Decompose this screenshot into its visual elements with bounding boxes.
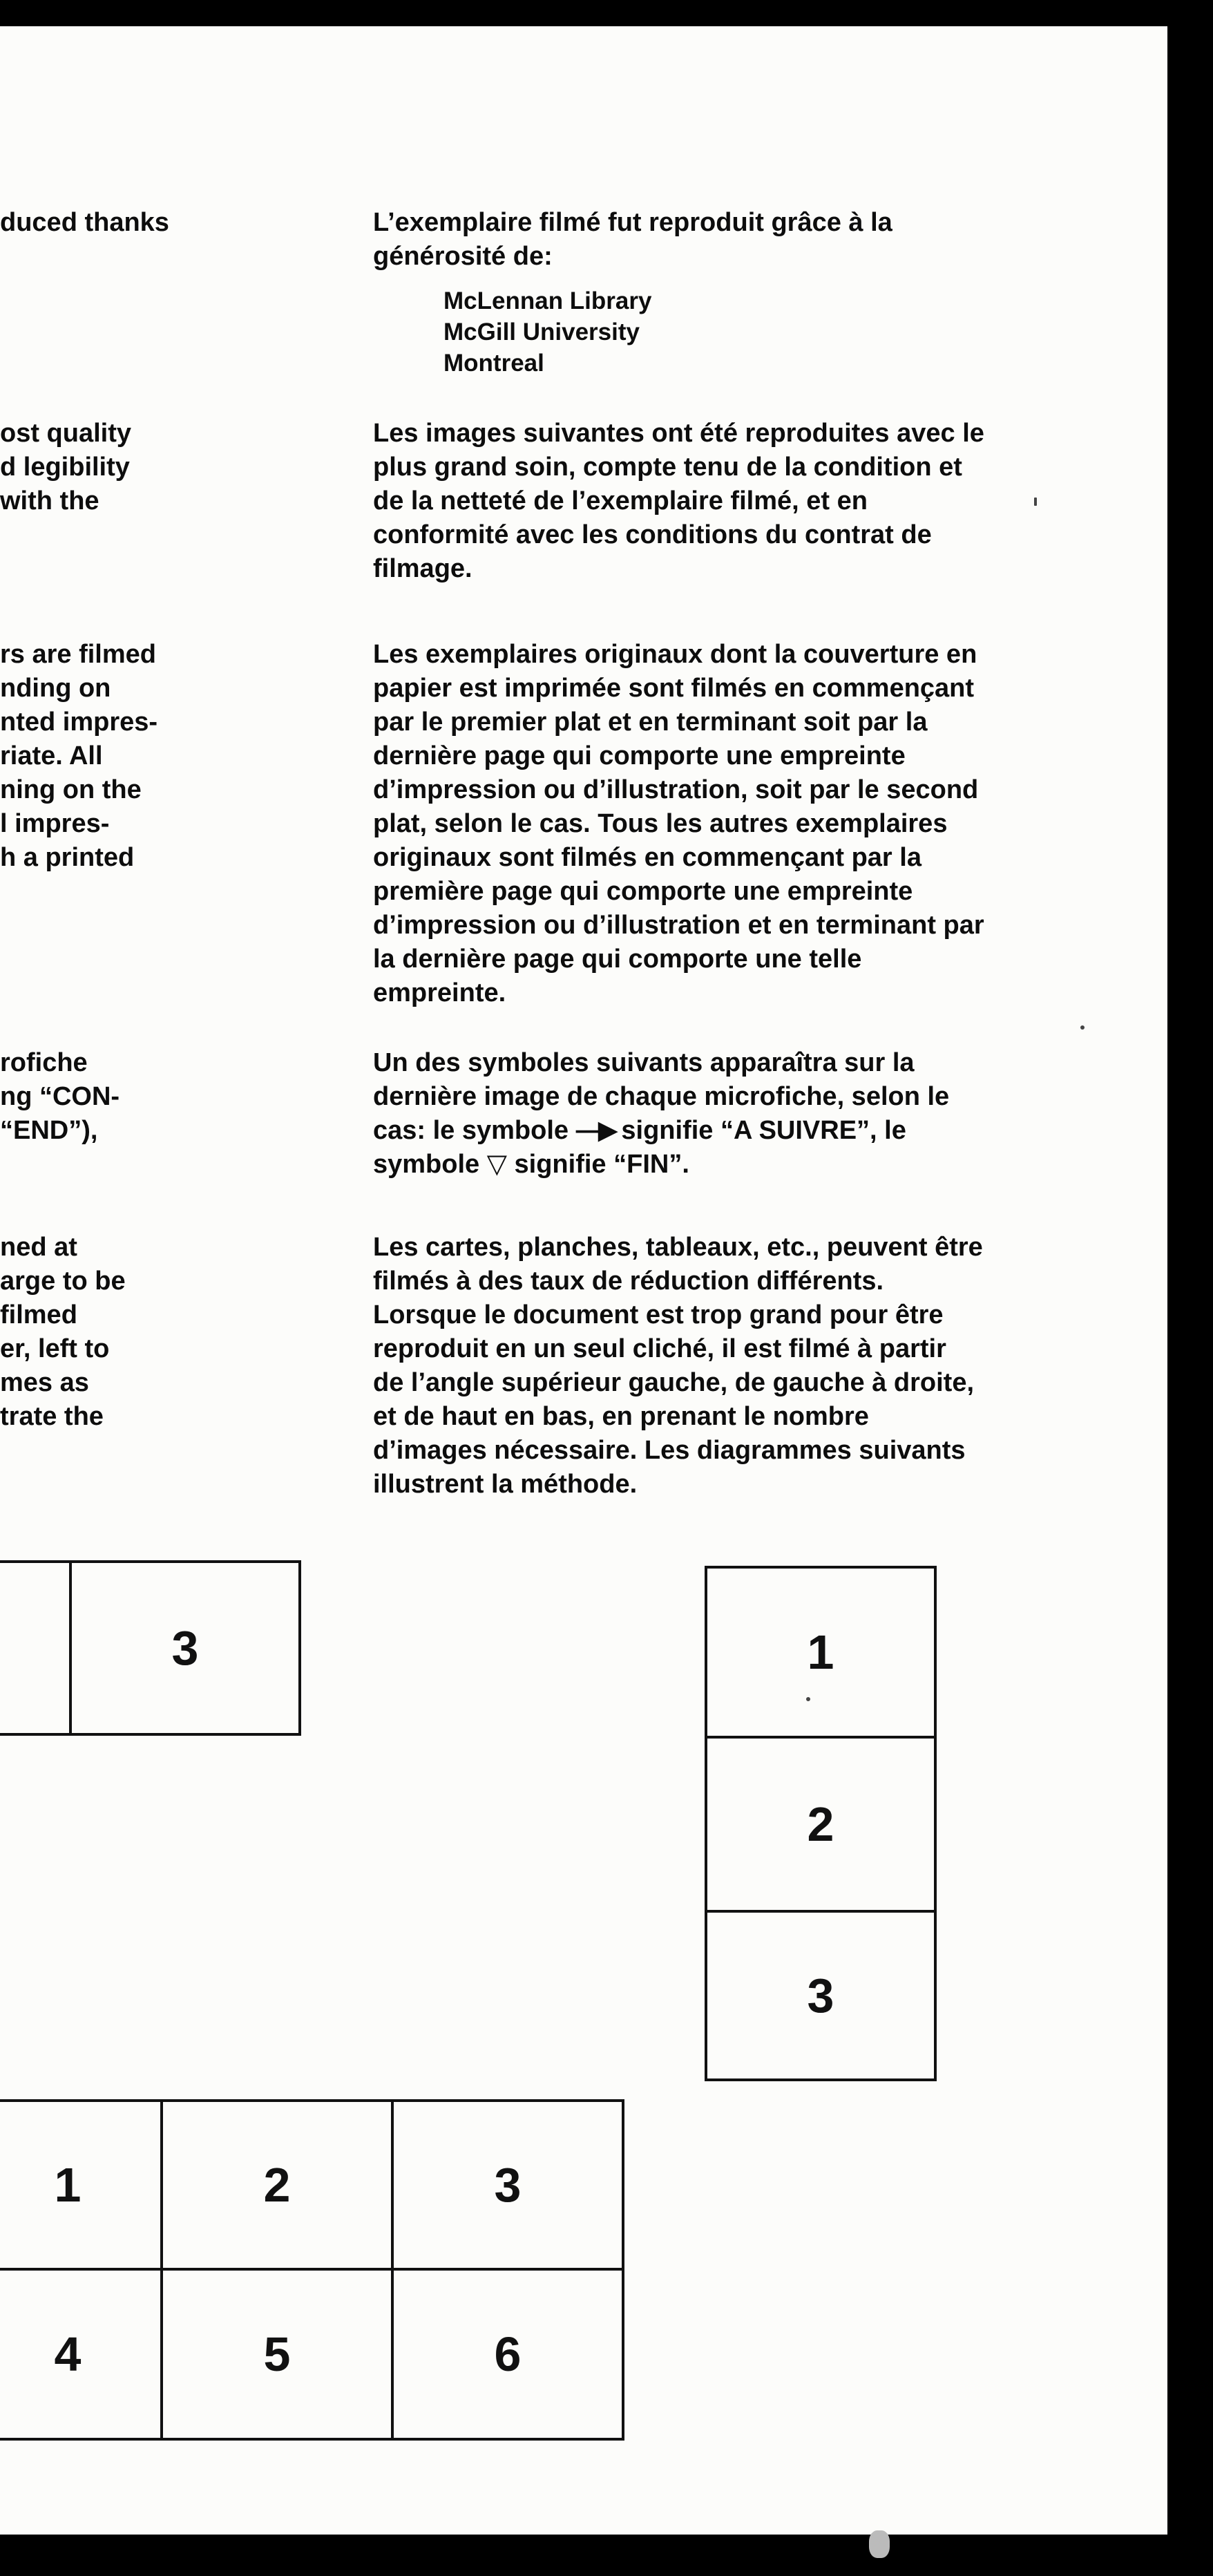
intro-paragraph xyxy=(373,206,892,274)
quality-paragraph xyxy=(373,417,984,586)
left-fragment: er, left to xyxy=(0,1334,110,1363)
left-fragment: with the xyxy=(0,486,99,515)
text-line: et de haut en bas, en prenant le nombre xyxy=(373,1402,869,1431)
text-line: conformité avec les conditions du contrat de xyxy=(373,520,932,549)
text-line: Les exemplaires originaux dont la couverture en xyxy=(373,640,977,669)
left-fragment: mes as xyxy=(0,1368,89,1397)
left-fragment: duced thanks xyxy=(0,208,169,237)
text-line: filmés à des taux de réduction différents. xyxy=(373,1267,884,1296)
text-line: L’exemplaire filmé fut reproduit grâce à la xyxy=(373,208,892,237)
text-line: originaux sont filmés en commençant par la xyxy=(373,843,921,872)
text-line xyxy=(373,1114,949,1148)
microfilm-target-page xyxy=(0,26,1167,2535)
text-fragment: cas: le symbole xyxy=(373,1116,569,1145)
left-fragment: riate. All xyxy=(0,741,103,770)
text-line: Lorsque le document est trop grand pour être xyxy=(373,1300,944,1329)
text-fragment: signifie “FIN”. xyxy=(514,1150,689,1179)
diagram-cell: 2 xyxy=(263,2158,291,2212)
scan-speck xyxy=(806,1697,810,1701)
scan-speck xyxy=(1034,498,1037,506)
left-fragment: h a printed xyxy=(0,843,135,872)
arrow-icon: —▶ xyxy=(575,1116,614,1145)
text-line: la dernière page qui comporte une telle xyxy=(373,945,862,974)
city-name: Montreal xyxy=(443,350,544,377)
left-fragment: trate the xyxy=(0,1402,104,1431)
text-line: empreinte. xyxy=(373,978,506,1007)
text-line: première page qui comporte une empreinte xyxy=(373,877,913,906)
text-line: d’impression ou d’illustration, soit par le second xyxy=(373,775,979,804)
left-fragment: ng “CON- xyxy=(0,1082,120,1111)
left-fragment: rofiche xyxy=(0,1048,88,1077)
left-fragment: “END”), xyxy=(0,1116,98,1145)
maps-paragraph xyxy=(373,1231,983,1502)
text-line: dernière page qui comporte une empreinte xyxy=(373,741,906,770)
text-line: de l’angle supérieur gauche, de gauche à droite, xyxy=(373,1368,975,1397)
diagram-cell: 2 xyxy=(807,1797,834,1851)
diagram-cell: 1 xyxy=(54,2158,82,2212)
text-line: Les cartes, planches, tableaux, etc., peuvent être xyxy=(373,1233,983,1262)
left-fragment: nding on xyxy=(0,674,111,703)
text-line: d’impression ou d’illustration et en terminant par xyxy=(373,911,984,940)
text-line: générosité de: xyxy=(373,242,553,271)
text-line: de la netteté de l’exemplaire filmé, et en xyxy=(373,486,868,515)
text-line: reproduit en un seul cliché, il est filmé à partir xyxy=(373,1334,946,1363)
text-line: filmage. xyxy=(373,554,472,583)
diagram-cell: 1 xyxy=(807,1625,834,1679)
diagram-cell: 4 xyxy=(54,2327,82,2381)
text-fragment: symbole xyxy=(373,1150,480,1179)
left-fragment: nted impres- xyxy=(0,708,158,737)
text-line: plus grand soin, compte tenu de la condition et xyxy=(373,453,962,482)
text-line: par le premier plat et en terminant soit par la xyxy=(373,708,928,737)
institution-block xyxy=(443,285,651,379)
text-line: papier est imprimée sont filmés en commençant xyxy=(373,674,975,703)
text-fragment: signifie “A SUIVRE”, le xyxy=(621,1116,906,1145)
left-fragment: d legibility xyxy=(0,453,130,482)
left-fragment: rs are filmed xyxy=(0,640,156,669)
left-fragment: ning on the xyxy=(0,775,142,804)
originals-paragraph xyxy=(373,638,984,1010)
diagram-cell: 5 xyxy=(263,2327,291,2381)
triangle-icon: ▽ xyxy=(486,1150,507,1179)
left-fragment: l impres- xyxy=(0,809,110,838)
text-line: plat, selon le cas. Tous les autres exemplaires xyxy=(373,809,948,838)
library-name: McLennan Library xyxy=(443,287,652,314)
scan-speck xyxy=(869,2530,890,2558)
left-fragment: ost quality xyxy=(0,419,132,448)
symbols-paragraph xyxy=(373,1046,949,1182)
left-fragment: filmed xyxy=(0,1300,77,1329)
left-fragment: arge to be xyxy=(0,1267,126,1296)
diagram-cell: 3 xyxy=(494,2158,522,2212)
text-line: Les images suivantes ont été reproduites avec le xyxy=(373,419,984,448)
text-line: d’images nécessaire. Les diagrammes suivants xyxy=(373,1436,966,1465)
left-fragment: ned at xyxy=(0,1233,77,1262)
diagram-cell: 3 xyxy=(807,1969,834,2023)
text-line xyxy=(373,1148,949,1182)
university-name: McGill University xyxy=(443,319,640,345)
diagram-cell: 3 xyxy=(171,1621,199,1675)
text-line: illustrent la méthode. xyxy=(373,1470,638,1499)
scan-speck xyxy=(1080,1025,1085,1030)
text-line: Un des symboles suivants apparaîtra sur la xyxy=(373,1048,915,1077)
diagram-cell: 6 xyxy=(494,2327,522,2381)
text-line: dernière image de chaque microfiche, selon le xyxy=(373,1082,950,1111)
